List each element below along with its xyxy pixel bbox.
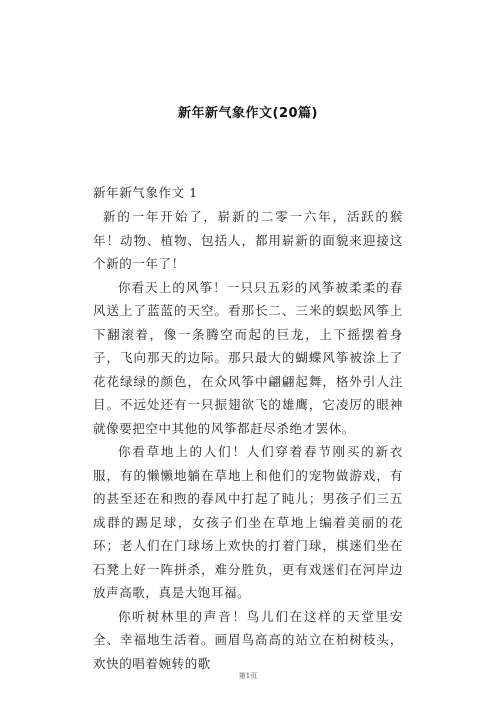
- document-body: [93, 205, 403, 675]
- paragraph-1: 新的一年开始了，崭新的二零一六年，活跃的猴年！动物、植物、包括人，都用崭新的面貌来迎接这个新的一年了！: [93, 209, 403, 271]
- page-number: 第1页: [238, 672, 258, 680]
- section-heading: 新年新气象作文 1: [93, 185, 198, 200]
- document-title: 新年新气象作文(20篇): [178, 106, 318, 121]
- paragraph-4: 你听树林里的声音！鸟儿们在这样的天堂里安全、幸福地生活着。画眉鸟高高的站立在柏树枝头，欢快的唱着婉转的歌: [93, 608, 403, 671]
- paragraph-3: 你看草地上的人们！人们穿着春节刚买的新衣服，有的懒懒地躺在草地上和他们的宠物做游戏，有的甚至还在和煦的春风中打起了盹儿；男孩子们三五成群的踢足球，女孩子们坐在草地上编着美丽的花环；老人们在门球场上欢快的打着门球，棋迷们坐在石凳上好一阵拼杀，难分胜负，更有戏迷们在河岸边放声高歌，真是大饱耳福。: [93, 444, 403, 600]
- paragraph-2: 你看天上的风筝！一只只五彩的风筝被柔柔的春风送上了蓝蓝的天空。看那长二、三米的蜈蚣风筝上下翻滚着，像一条腾空而起的巨龙，上下摇摆着身子，飞向那天的边际。那只最大的蝴蝶风筝被涂上了花花绿绿的颜色，在众风筝中翩翩起舞，格外引人注目。不远处还有一只振翅欲飞的雄鹰，它凌厉的眼神就像要把空中其他的风筝都赶尽杀绝才罢休。: [93, 279, 403, 436]
